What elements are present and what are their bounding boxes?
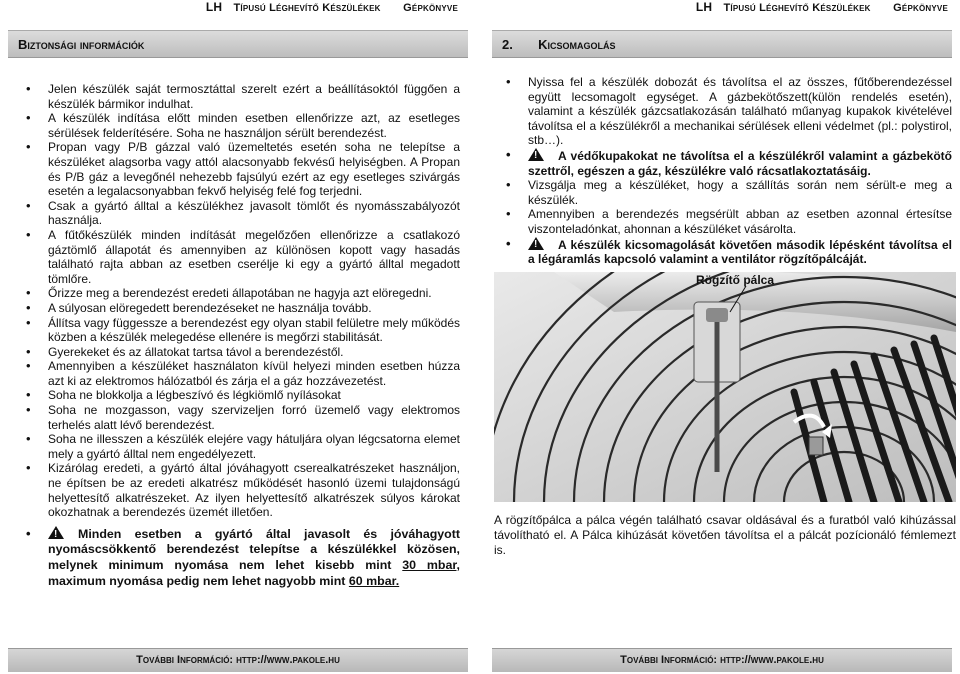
list-item: • Amennyiben a berendezés megsérült abban az esetben azonnal értesítse viszonteladónkat, ahonnan a készüléket vásárolta. [506, 207, 952, 236]
min-pressure-value: 30 mbar, [402, 558, 460, 572]
max-pressure-value: 60 mbar. [348, 573, 400, 588]
running-header-left [206, 0, 458, 14]
list-item: • Őrizze meg a berendezést eredeti állapotában ne hagyja azt elöregedni. [26, 286, 460, 301]
list-item: • Kizárólag eredeti, a gyártó által jóváhagyott cserealkatrészeket használjon, ne építsen be az eredeti alkatrész működését hasonló üzemi tulajdonságú helyettesítő alkatrészeket. Az ilyen helyettesítő alkatrészek súlyos károkat okozhatnak a berendezés üzemét illetően. [26, 461, 460, 519]
warning-item-caps: !• A védőkupakokat ne távolítsa el a készülékről valamint a gázbekötő szettről, egészen a gáz, készülékre való rácsatlakoztatásáig. [506, 148, 952, 178]
warning-item-rod: !• A készülék kicsomagolását követően második lépésként távolítsa el a légáramlás kapcsoló valamint a ventilátor rögzítőpálcáját. [506, 237, 952, 267]
section-title: Kicsomagolás [538, 37, 616, 52]
header-suffix: Gépkönyve [893, 2, 948, 14]
section-number: 2. [502, 37, 513, 52]
list-item: • Vizsgálja meg a készüléket, hogy a szállítás során nem sérült-e meg a készülék. [506, 178, 952, 207]
header-suffix: Gépkönyve [403, 2, 458, 14]
warning-triangle-icon [528, 237, 544, 250]
list-item: • Jelen készülék saját termosztáttal szerelt ezért a beállításoktól függően a készülék bármikor indulhat. [26, 82, 460, 111]
footer-left: További Információ: http://www.pakole.hu [8, 648, 468, 672]
header-code: LH [205, 0, 223, 14]
header-title: Típusú Léghevítő Készülékek [723, 2, 871, 14]
figure-caption: A rögzítőpálca a pálca végén található csavar oldásával és a furatból való kihúzással távolítható el. A Pálca kihúzását követően távolítsa el a pálcát pozícionáló fémlemezt is. [494, 513, 956, 557]
list-item: • Propan vagy P/B gázzal való üzemeltetés esetén soha ne telepítse a készüléket alagsorba vagy attól alacsonyabb fekvésű helyiségben. A Propan és P/B gáz a levegőnél nehezebb fajsúlyú ezért az egy esetleges szivárgás esetén a legalacsonyabban fekvő helyiség felé fog terjedni. [26, 140, 460, 198]
right-page [480, 0, 960, 674]
unpacking-list [506, 75, 952, 267]
header-title: Típusú Léghevítő Készülékek [233, 2, 381, 14]
footer-right: További Információ: http://www.pakole.hu [492, 648, 952, 672]
running-header-right [696, 0, 948, 14]
fan-guard-photo [494, 272, 956, 502]
list-item: • Állítsa vagy függessze a berendezést egy olyan stabil felületre mely működés közben a készülék melegedése ellenére is megőrzi stabilitását. [26, 316, 460, 345]
safety-list [26, 82, 460, 589]
section-title-unpacking [492, 30, 952, 58]
warning-item-pressure: !• Minden esetben a gyártó által javasolt és jóváhagyott nyomáscsökkentő berendezést telepítse a készülékkel közösen, melynek minimum nyomása nem lehet kisebb mint 30 mbar, maximum nyomása pedig nem lehet nagyobb mint 60 mbar. [26, 526, 460, 589]
list-item: • Nyissa fel a készülék dobozát és távolítsa el az összes, fűtőberendezéssel együtt lecsomagolt egységet. A gázbekötőszett(külön rendelés esetén), valamint a készülék gázcsatlakozásán található műanyag kupakok kivételével távolítsa el a készülékről a mechanikai sérülések elleni védelmet (pl.: polystirol, stb…). [506, 75, 952, 148]
list-item: • A súlyosan elöregedett berendezéseket ne használja tovább. [26, 301, 460, 316]
list-item: • Gyerekeket és az állatokat tartsa távol a berendezéstől. [26, 345, 460, 360]
list-item: • A fűtőkészülék minden indítását megelőzően ellenőrizze a csatlakozó gáztömlő állapotát és amennyiben az különösen kopott vagy hasadás található rajta abban az esetben cserélje ki egy a gyártó álltal megadott tömlőre. [26, 228, 460, 286]
list-item: • Amennyiben a készüléket használaton kívül helyezi minden esetben húzza azt ki az elektromos hálózatból és zárja el a gáz hozzávezetést. [26, 359, 460, 388]
figure-label-rod: Rögzítő pálca [696, 273, 775, 287]
list-item: • Soha ne blokkolja a légbeszívó és légkiömlő nyílásokat [26, 388, 460, 403]
list-item: • Soha ne illesszen a készülék elejére vagy hátuljára olyan légcsatorna elemet mely a gyártó álltal nem engedélyezett. [26, 432, 460, 461]
warning-triangle-icon [528, 148, 544, 161]
section-title-safety: Biztonsági információk [8, 30, 468, 58]
list-item: • A készülék indítása előtt minden esetben ellenőrizze azt, az esetleges sérülések felderítésére. Soha ne használjon sérült berendezést. [26, 111, 460, 140]
warning-triangle-icon [48, 526, 64, 539]
list-item: • Soha ne mozgasson, vagy szervizeljen forró üzemelő vagy elektromos terhelés alatt lévő berendezést. [26, 403, 460, 432]
header-code: LH [695, 0, 713, 14]
list-item: • Csak a gyártó álltal a készülékhez javasolt tömlőt és nyomásszabályozót használja. [26, 199, 460, 228]
